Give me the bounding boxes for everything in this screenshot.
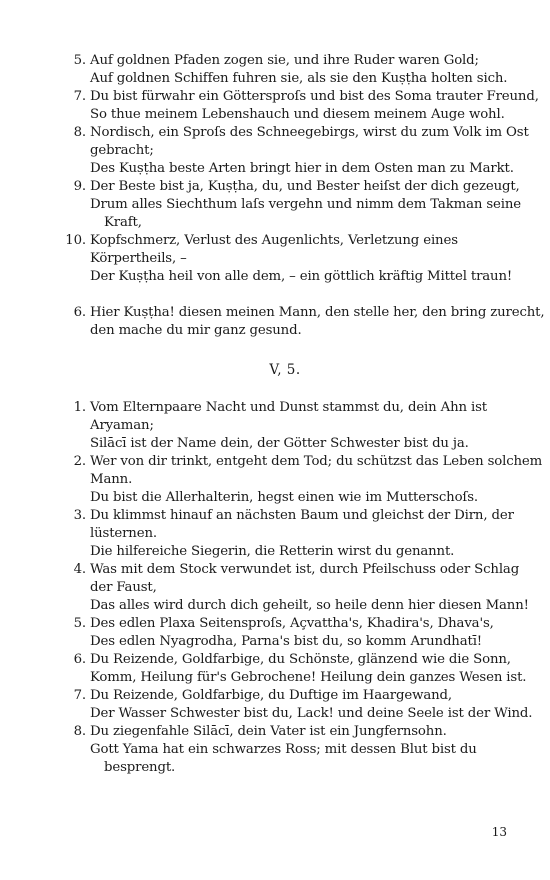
verse-text: Des Kuṣṭha beste Arten bringt hier in dem Osten man zu Markt. (90, 161, 514, 176)
verse-text: Die hilfereiche Siegerin, die Retterin wirst du genannt. (90, 544, 455, 559)
verse-text: Du bist fürwahr ein Göttersproſs und bist des Soma trauter Freund, (90, 89, 539, 104)
verse-text: besprengt. (104, 760, 176, 775)
verse-text: der Faust, (90, 580, 157, 595)
verse-text: Der Beste bist ja, Kuṣṭha, du, und Bester heiſst der dich gezeugt, (90, 179, 520, 194)
verse-text: Des edlen Nyagrodha, Parna's bist du, so komm Arundhatī! (90, 634, 482, 649)
verse-text: Kraft, (104, 215, 142, 230)
verse-text: Silācī ist der Name dein, der Götter Schwester bist du ja. (90, 436, 469, 451)
verse-text: den mache du mir ganz gesund. (90, 323, 302, 338)
verse-number: 7. (73, 89, 86, 104)
verse-text: Der Wasser Schwester bist du, Lack! und deine Seele ist der Wind. (90, 706, 533, 721)
verse-number: 3. (73, 508, 86, 523)
verse-text: Wer von dir trinkt, entgeht dem Tod; du schützst das Leben solchem (90, 454, 543, 469)
verse-number: 6. (73, 305, 86, 320)
verse-text: gebracht; (90, 143, 154, 158)
verse-number: 8. (73, 724, 86, 739)
section-heading: V, 5. (269, 362, 301, 378)
verse-text: Du Reizende, Goldfarbige, du Schönste, glänzend wie die Sonn, (90, 652, 511, 667)
verse-text: Vom Elternpaare Nacht und Dunst stammst du, dein Ahn ist (90, 400, 487, 415)
verse-number: 4. (73, 562, 86, 577)
verse-number: 10. (65, 233, 86, 248)
verse-text: Körpertheils, – (90, 251, 187, 266)
verse-text: Du ziegenfahle Silācī, dein Vater ist ein Jungfernsohn. (90, 724, 447, 739)
verse-text: Nordisch, ein Sproſs des Schneegebirgs, wirst du zum Volk im Ost (90, 125, 529, 140)
verse-text: Du bist die Allerhalterin, hegst einen wie im Mutterschoſs. (90, 490, 478, 505)
verse-text: Mann. (90, 472, 133, 487)
verse-text: Der Kuṣṭha heil von alle dem, – ein göttlich kräftig Mittel traun! (90, 269, 513, 284)
verse-text: Was mit dem Stock verwundet ist, durch Pfeilschuss oder Schlag (90, 562, 520, 577)
verse-text: Kopfschmerz, Verlust des Augenlichts, Verletzung eines (90, 233, 458, 248)
verse-text: Gott Yama hat ein schwarzes Ross; mit dessen Blut bist du (90, 742, 477, 757)
verse-text: lüsternen. (90, 526, 157, 541)
verse-number: 9. (73, 179, 86, 194)
verse-number: 1. (73, 400, 86, 415)
verse-text: Auf goldnen Pfaden zogen sie, und ihre Ruder waren Gold; (90, 53, 479, 68)
verse-text: So thue meinem Lebenshauch und diesem meinem Auge wohl. (90, 107, 505, 122)
verse-number: 2. (73, 454, 86, 469)
verse-text: Das alles wird durch dich geheilt, so heile denn hier diesen Mann! (90, 598, 529, 613)
verse-number: 5. (73, 53, 86, 68)
verse-number: 6. (73, 652, 86, 667)
verse-text: Aryaman; (90, 418, 154, 433)
verse-number: 8. (73, 125, 86, 140)
verse-text: Des edlen Plaxa Seitensproſs, Açvattha's, Khadira's, Dhava's, (90, 616, 494, 631)
verse-text: Auf goldnen Schiffen fuhren sie, als sie den Kuṣṭha holten sich. (90, 71, 508, 86)
verse-text: Du Reizende, Goldfarbige, du Duftige im Haargewand, (90, 688, 452, 703)
verse-text: Komm, Heilung für's Gebrochene! Heilung dein ganzes Wesen ist. (90, 670, 527, 685)
verse-text: Du klimmst hinauf an nächsten Baum und gleichst der Dirn, der (90, 508, 514, 523)
page-number: 13 (491, 825, 507, 839)
verse-number: 5. (73, 616, 86, 631)
verse-text: Hier Kuṣṭha! diesen meinen Mann, den stelle her, den bring zurecht, (90, 305, 545, 320)
verse-number: 7. (73, 688, 86, 703)
verse-text: Drum alles Siechthum laſs vergehn und nimm dem Takman seine (90, 197, 521, 212)
